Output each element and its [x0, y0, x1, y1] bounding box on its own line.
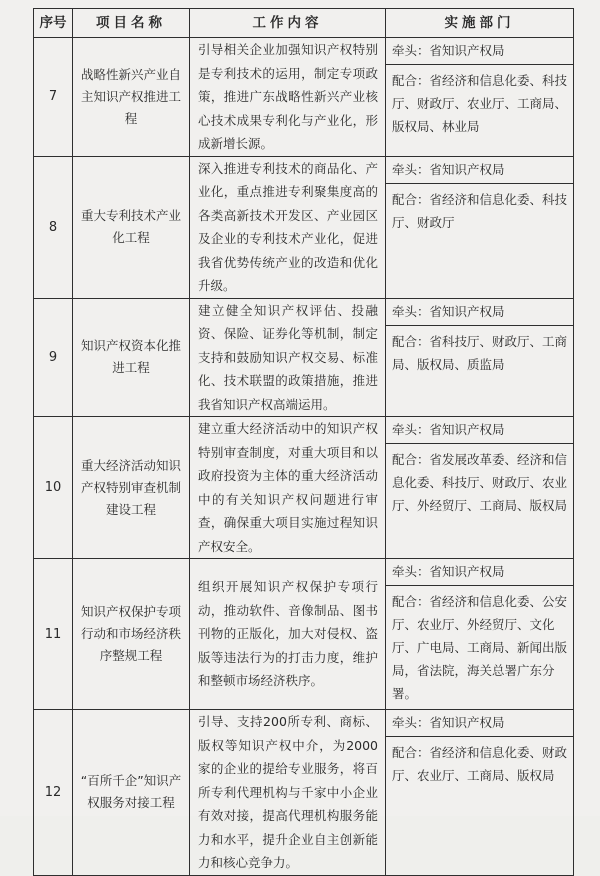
row-coop-dept: 配合：省经济和信息化委、财政厅、农业厅、工商局、版权局 — [392, 745, 568, 783]
row-lead-dept: 牵头：省知识产权局 — [386, 38, 573, 65]
row-index: 11 — [34, 559, 73, 710]
table-row — [34, 559, 574, 710]
row-coop-dept: 配合：省经济和信息化委、公安厅、农业厅、外经贸厅、文化厅、广电局、工商局、新闻出版局，省法院，海关总署广东分署。 — [392, 594, 568, 701]
row-dept — [386, 38, 574, 157]
row-dept — [386, 417, 574, 559]
project-table — [33, 8, 574, 876]
header-content: 工作内容 — [190, 9, 386, 38]
row-coop-dept: 配合：省经济和信息化委、科技厅、财政厅 — [392, 191, 568, 230]
row-dept — [386, 710, 574, 876]
header-index: 序号 — [34, 9, 73, 38]
row-work-content: 引导相关企业加强知识产权特别是专利技术的运用，制定专项政策，推进广东战略性新兴产业核心技术成果专利化与产业化，形成新增长源。 — [190, 38, 386, 157]
header-dept: 实施部门 — [386, 9, 574, 38]
row-project-name: 知识产权资本化推进工程 — [73, 298, 190, 417]
row-dept — [386, 156, 574, 298]
table-row — [34, 298, 574, 417]
row-index: 10 — [34, 417, 73, 559]
row-coop-dept: 配合：省科技厅、财政厅、工商局、版权局、质监局 — [392, 333, 568, 372]
row-lead-dept: 牵头：省知识产权局 — [386, 559, 573, 586]
row-work-content: 组织开展知识产权保护专项行动，推动软件、音像制品、图书刊物的正版化，加大对侵权、盗版等违法行为的打击力度，维护和整顿市场经济秩序。 — [190, 559, 386, 710]
row-project-name: 知识产权保护专项行动和市场经济秩序整规工程 — [73, 559, 190, 710]
row-lead-dept: 牵头：省知识产权局 — [386, 710, 573, 737]
table-row — [34, 156, 574, 298]
row-coop-dept: 配合：省发展改革委、经济和信息化委、科技厅、财政厅、农业厅、外经贸厅、工商局、版权局 — [392, 452, 568, 513]
row-project-name: “百所千企”知识产权服务对接工程 — [73, 710, 190, 876]
row-lead-dept: 牵头：省知识产权局 — [386, 417, 573, 444]
row-dept — [386, 559, 574, 710]
row-work-content: 建立重大经济活动中的知识产权特别审查制度，对重大项目和以政府投资为主体的重大经济活动中的有关知识产权问题进行审查，确保重大项目实施过程知识产权安全。 — [190, 417, 386, 559]
row-dept — [386, 298, 574, 417]
row-work-content: 深入推进专利技术的商品化、产业化，重点推进专利聚集度高的各类高新技术开发区、产业园区及企业的专利技术产业化，促进我省优势传统产业的改造和优化升级。 — [190, 156, 386, 298]
row-index: 12 — [34, 710, 73, 876]
row-work-content: 引导、支持200所专利、商标、版权等知识产权中介，为2000家的企业的提给专业服务，将百所专利代理机构与千家中小企业有效对接，提高代理机构服务能力和水平，提升企业自主创新能力和核心竞争力。 — [190, 710, 386, 876]
table-row — [34, 417, 574, 559]
row-project-name: 重大经济活动知识产权特别审查机制建设工程 — [73, 417, 190, 559]
row-project-name: 重大专利技术产业化工程 — [73, 156, 190, 298]
row-coop-dept: 配合：省经济和信息化委、科技厅、财政厅、农业厅、工商局、版权局、林业局 — [392, 73, 568, 134]
row-project-name: 战略性新兴产业自主知识产权推进工程 — [73, 38, 190, 157]
table-header-row — [34, 9, 574, 38]
header-name: 项目名称 — [73, 9, 190, 38]
row-lead-dept: 牵头：省知识产权局 — [386, 299, 573, 326]
row-lead-dept: 牵头：省知识产权局 — [386, 157, 573, 184]
row-work-content: 建立健全知识产权评估、投融资、保险、证券化等机制，制定支持和鼓励知识产权交易、标准化、技术联盟的政策措施，推进我省知识产权高端运用。 — [190, 298, 386, 417]
table-row — [34, 38, 574, 157]
row-index: 7 — [34, 38, 73, 157]
table-row — [34, 710, 574, 876]
row-index: 8 — [34, 156, 73, 298]
row-index: 9 — [34, 298, 73, 417]
